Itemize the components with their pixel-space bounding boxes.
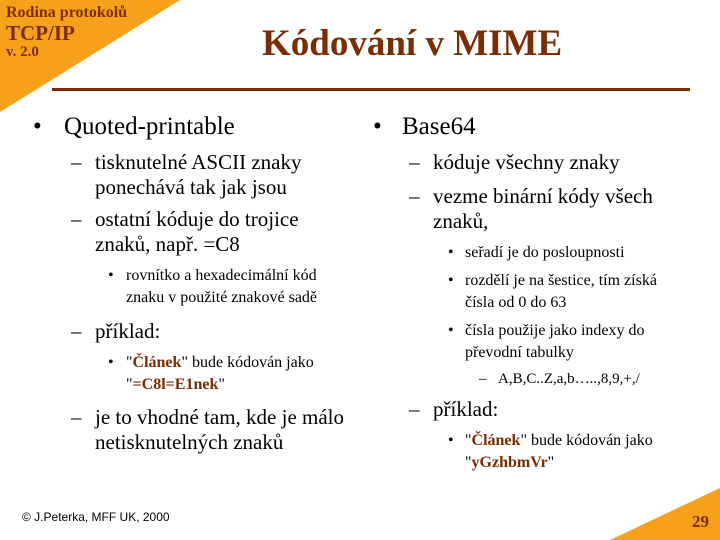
- list-item: [372, 320, 685, 364]
- list-item: [30, 113, 350, 141]
- list-item: [30, 207, 350, 257]
- list-item: [30, 319, 350, 344]
- item-text: čísla použije jako indexy do převodní tabulky: [465, 322, 645, 361]
- encoded-value: =C8l=E1nek: [132, 376, 219, 393]
- left-column: [30, 113, 350, 455]
- quote-close: ": [218, 376, 225, 393]
- quote-open: ": [126, 354, 133, 371]
- title-divider: [52, 88, 690, 91]
- bullet-dot: •: [448, 272, 454, 289]
- dash-marker: –: [409, 397, 420, 421]
- list-item: [372, 397, 712, 422]
- bullet-dot: •: [108, 267, 114, 284]
- encoded-value: yGzhbmVr: [471, 454, 548, 471]
- item-text: A,B,C..Z,a,b…..,8,9,+,/: [498, 371, 640, 387]
- protocol-name: TCP/IP: [6, 21, 75, 45]
- item-text: příklad:: [95, 319, 161, 343]
- dash-marker: –: [71, 405, 82, 429]
- dash-marker: –: [71, 319, 82, 343]
- list-item: [30, 405, 350, 455]
- dash-marker: –: [71, 207, 82, 231]
- bullet-dot: •: [33, 113, 42, 140]
- item-text: rovnítko a hexadecimální kód znaku v použité znakové sadě: [126, 267, 318, 306]
- dash-marker: –: [479, 371, 487, 387]
- version-label: v. 2.0: [6, 44, 39, 60]
- example-middle: " bude kódován jako ": [126, 354, 314, 393]
- list-item: [372, 113, 712, 141]
- list-item: [30, 352, 350, 396]
- quote-close: ": [547, 454, 555, 471]
- series-title: Rodina protokolů: [6, 4, 128, 21]
- example-middle: " bude kódován jako ": [465, 432, 653, 471]
- bullet-dot: •: [448, 432, 454, 449]
- right-column: [372, 113, 712, 474]
- footer-copyright: © J.Peterka, MFF UK, 2000: [22, 510, 170, 524]
- quote-open: ": [465, 432, 472, 449]
- dash-marker: –: [71, 150, 82, 174]
- list-item: [372, 242, 712, 264]
- item-text: příklad:: [433, 397, 499, 421]
- list-item: [372, 150, 712, 175]
- example-word: Článek: [132, 354, 182, 371]
- bullet-label: Quoted-printable: [64, 113, 235, 140]
- list-item: [372, 430, 700, 474]
- item-text: je to vhodné tam, kde je málo netisknutelných znaků: [95, 405, 345, 454]
- slide-title: Kódování v MIME: [262, 23, 563, 64]
- example-word: Článek: [471, 432, 521, 449]
- item-text: ostatní kóduje do trojice znaků, např. =C8: [95, 207, 299, 256]
- item-text: seřadí je do posloupnosti: [465, 244, 625, 261]
- item-text: tisknutelné ASCII znaky ponechává tak jak jsou: [95, 150, 302, 199]
- page-number: 29: [692, 512, 709, 531]
- item-text: rozdělí je na šestice, tím získá čísla od 0 do 63: [465, 272, 657, 311]
- item-text: vezme binární kódy všech znaků,: [433, 184, 653, 233]
- dash-marker: –: [409, 150, 420, 174]
- bullet-dot: •: [373, 113, 382, 140]
- bullet-label: Base64: [402, 113, 476, 140]
- bullet-dot: •: [448, 322, 454, 339]
- list-item: [30, 265, 350, 309]
- list-item: [372, 184, 712, 234]
- dash-marker: –: [409, 184, 420, 208]
- item-text: kóduje všechny znaky: [433, 150, 620, 174]
- list-item: [372, 270, 685, 314]
- list-item: [372, 370, 712, 388]
- bullet-dot: •: [448, 244, 454, 261]
- bullet-dot: •: [108, 354, 114, 371]
- list-item: [30, 150, 350, 200]
